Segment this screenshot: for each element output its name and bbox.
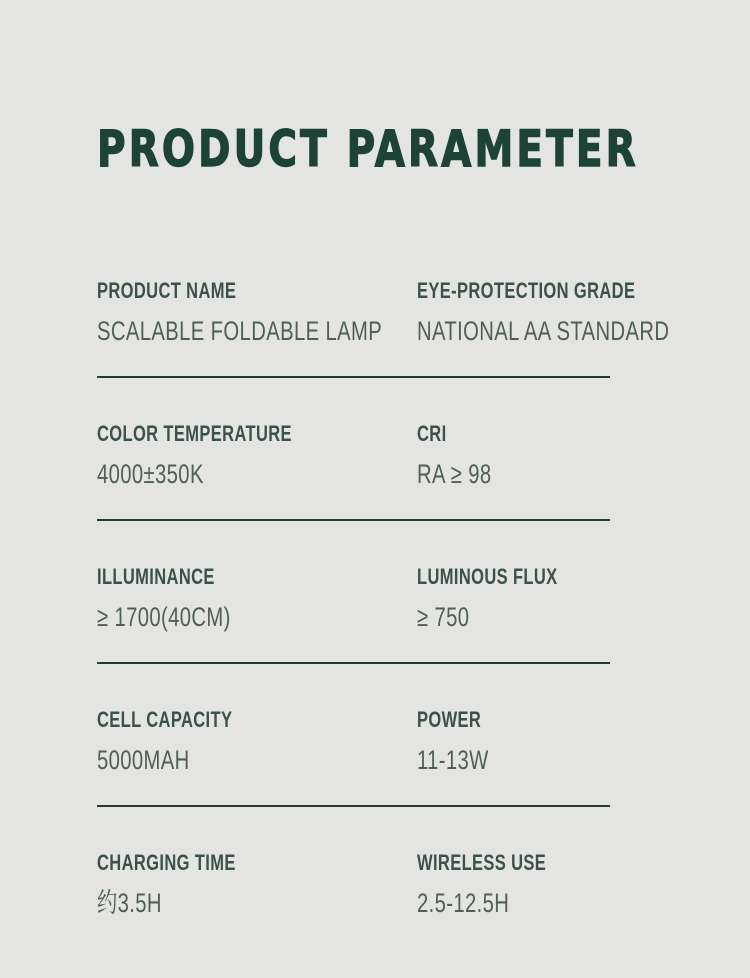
spec-value: NATIONAL AA STANDARD xyxy=(417,316,670,346)
spec-label: CELL CAPACITY xyxy=(97,707,233,732)
spec-cell-color-temperature xyxy=(97,423,417,489)
spec-label: COLOR TEMPERATURE xyxy=(97,421,292,446)
spec-cell-charging-time xyxy=(97,852,417,918)
spec-cell-wireless-use xyxy=(417,852,610,918)
spec-label: ILLUMINANCE xyxy=(97,564,215,589)
spec-value: ≥ 750 xyxy=(417,602,470,632)
spec-cell-illuminance xyxy=(97,566,417,632)
spec-value: RA ≥ 98 xyxy=(417,459,492,489)
spec-label: POWER xyxy=(417,707,482,732)
spec-cell-cell-capacity xyxy=(97,709,417,775)
spec-cell-cri xyxy=(417,423,610,489)
spec-value: ≥ 1700(40CM) xyxy=(97,602,231,632)
spec-label: EYE-PROTECTION GRADE xyxy=(417,278,636,303)
spec-label: WIRELESS USE xyxy=(417,850,547,875)
spec-value: SCALABLE FOLDABLE LAMP xyxy=(97,316,383,346)
spec-label: PRODUCT NAME xyxy=(97,278,237,303)
spec-row xyxy=(97,566,610,664)
page-title: PRODUCT PARAMETER xyxy=(97,120,639,178)
spec-value: 4000±350K xyxy=(97,459,204,489)
spec-cell-luminous-flux xyxy=(417,566,610,632)
spec-value: 约3.5H xyxy=(97,888,162,918)
spec-value: 5000MAH xyxy=(97,745,190,775)
spec-label: CRI xyxy=(417,421,447,446)
spec-cell-product-name xyxy=(97,280,417,346)
spec-cell-power xyxy=(417,709,610,775)
spec-label: CHARGING TIME xyxy=(97,850,236,875)
spec-list xyxy=(97,278,670,918)
spec-value: 2.5-12.5H xyxy=(417,888,510,918)
spec-row xyxy=(97,852,610,918)
spec-value: 11-13W xyxy=(417,745,489,775)
spec-row xyxy=(97,709,610,807)
spec-row xyxy=(97,278,670,378)
spec-row xyxy=(97,423,610,521)
spec-cell-eye-protection-grade xyxy=(417,280,750,346)
spec-label: LUMINOUS FLUX xyxy=(417,564,558,589)
